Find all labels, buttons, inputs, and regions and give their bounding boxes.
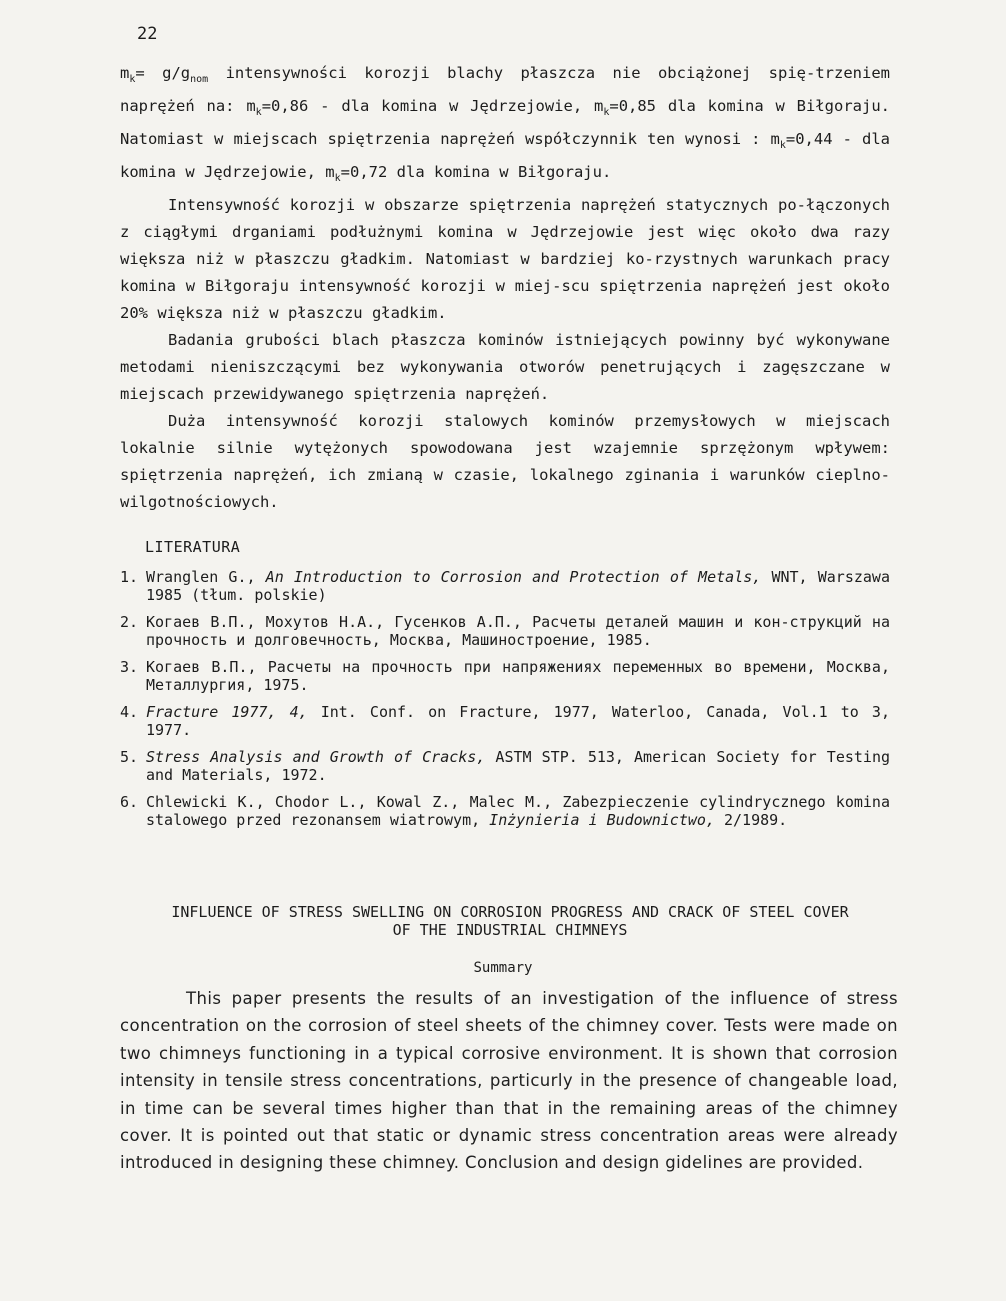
reference-number: 1.: [120, 568, 139, 586]
reference-number: 6.: [120, 793, 139, 811]
reference-item: [120, 568, 890, 604]
text-run: m: [120, 64, 130, 82]
reference-list: [120, 568, 890, 838]
reference-body: [146, 613, 890, 649]
reference-body: [146, 703, 890, 739]
italic-title: An Introduction to Corrosion and Protection of Metals,: [265, 568, 762, 586]
paragraph-2: Intensywność korozji w obszarze spiętrzenia naprężeń statycznych po-łączonych z ciągłymi drganiami podłużnymi komina w Jędrzejowie jest więc około dwa razy większa niż w płaszczu gładkim. Natomiast w bardziej ko-rzystnych warunkach pracy komina w Biłgoraju intensywność korozji w miej-scu spiętrzenia naprężeń jest około 20% większa niż w płaszczu gładkim.: [120, 196, 890, 323]
text-run: =0,86 - dla komina w Jędrzejowie, m: [261, 97, 604, 116]
subscript: k: [334, 173, 341, 185]
text-run: =0,44 - dla komina w Jędrzejowie, m: [120, 130, 890, 182]
reference-number: 5.: [120, 748, 139, 766]
text-run: Wranglen G.,: [146, 568, 266, 586]
text-run: Когаев В.П., Расчеты на прочность при напряжениях переменных во времени, Москва, Металлургия, 1975.: [146, 658, 890, 694]
reference-item: [120, 703, 890, 739]
literature-heading: LITERATURA: [145, 538, 241, 556]
text-run: Int. Conf. on Fracture, 1977, Waterloo, Canada, Vol.1 to 3, 1977.: [146, 703, 890, 739]
paragraph-1: [120, 60, 890, 192]
reference-number: 4.: [120, 703, 139, 721]
reference-body: [146, 748, 890, 784]
reference-body: [146, 568, 890, 604]
english-title: INFLUENCE OF STRESS SWELLING ON CORROSION PROGRESS AND CRACK OF STEEL COVER OF THE INDUSTRIAL CHIMNEYS: [171, 903, 849, 939]
text-run: = g/g: [135, 64, 191, 82]
summary-block: [120, 985, 898, 1177]
reference-body: [146, 793, 890, 829]
text-run: 2/1989.: [714, 811, 788, 829]
summary-text: This paper presents the results of an investigation of the influence of stress concentration on the corrosion of steel sheets of the chimney cover. Tests were made on two chimneys functioning in a typical corrosive environment. It is shown that corrosion intensity in tensile stress concentrations, particurly in the presence of changeable load, in time can be several times higher than that in the remaining areas of the chimney cover. It is pointed out that static or dynamic stress concentration areas were already introduced in designing these chimney. Conclusion and design gidelines are provided.: [120, 989, 898, 1173]
summary-heading: Summary: [473, 960, 533, 976]
reference-item: [120, 613, 890, 649]
body-text: [120, 60, 890, 516]
text-run: Когаев В.П., Мохутов Н.А., Гусенков А.П., Расчеты деталей машин и кон-струкций на прочность и долговечность, Москва, Машиностроение, 1985.: [146, 613, 890, 649]
italic-title: Fracture 1977, 4,: [146, 703, 308, 721]
reference-item: [120, 793, 890, 829]
text-run: WNT, Warszawa 1985 (tłum. polskie): [146, 568, 890, 604]
subscript: k: [779, 140, 786, 152]
text-run: Chlewicki K., Chodor L., Kowal Z., Malec M., Zabezpieczenie cylindrycznego komina stalowego przed rezonansem wiatrowym,: [146, 793, 890, 829]
italic-title: Inżynieria i Budownictwo,: [489, 811, 715, 829]
italic-title: Stress Analysis and Growth of Cracks,: [146, 748, 486, 766]
text-run: ASTM STP. 513, American Society for Testing and Materials, 1972.: [146, 748, 891, 784]
subscript: k: [255, 107, 262, 119]
page-number: 22: [137, 24, 158, 44]
reference-body: [146, 658, 890, 694]
subscript: nom: [190, 74, 209, 86]
subscript: k: [129, 74, 136, 86]
subscript: k: [603, 107, 610, 119]
paragraph-4: Duża intensywność korozji stalowych kominów przemysłowych w miejscach lokalnie silnie wytężonych spowodowana jest wzajemnie sprzężonym wpływem: spiętrzenia naprężeń, ich zmianą w czasie, lokalnego zginania i warunków cieplno-wilgotnościowych.: [120, 412, 890, 512]
text-run: intensywności korozji blachy płaszcza nie obciążonej spię-trzeniem naprężeń na: m: [120, 64, 890, 116]
text-run: =0,85 dla komina w Biłgoraju. Natomiast w miejscach spiętrzenia naprężeń współczynnik ten wynosi : m: [120, 97, 890, 149]
reference-number: 2.: [120, 613, 139, 631]
text-run: =0,72 dla komina w Biłgoraju.: [340, 163, 612, 182]
reference-item: [120, 658, 890, 694]
paragraph-3: Badania grubości blach płaszcza kominów istniejących powinny być wykonywane metodami nieniszczącymi bez wykonywania otworów penetrujących i zagęszczane w miejscach przewidywanego spiętrzenia naprężeń.: [120, 331, 890, 404]
reference-number: 3.: [120, 658, 139, 676]
reference-item: [120, 748, 890, 784]
